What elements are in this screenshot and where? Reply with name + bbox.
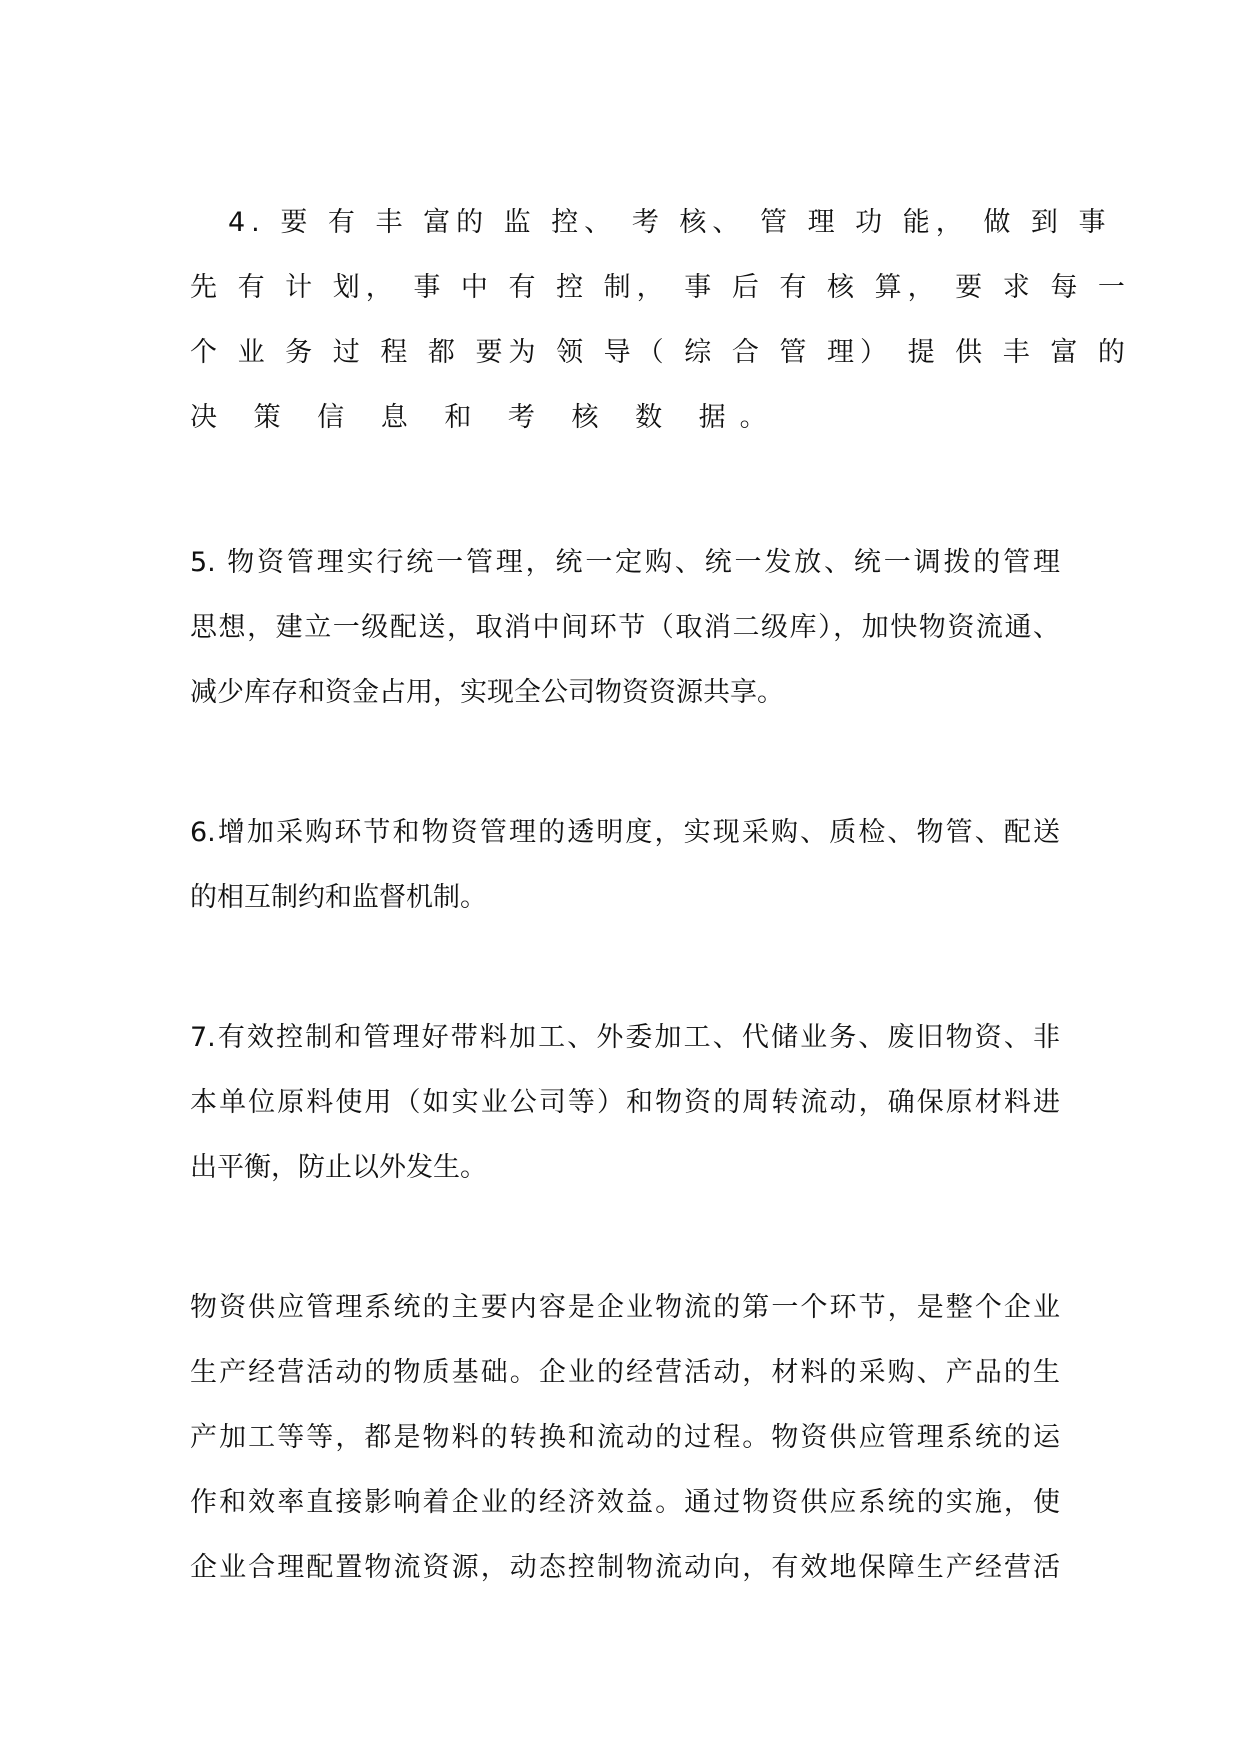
text-line: 4. 要 有 丰 富的 监 控、 考 核、 管 理 功 能， 做 到 事 — [228, 207, 1112, 238]
text-line: 个 业 务 过 程 都 要为 领 导（ 综 合 管 理） 提 供 丰 富 的 — [190, 337, 1131, 368]
text-line: 5. 物资管理实行统一管理，统一定购、统一发放、统一调拨的管理 — [190, 547, 1060, 578]
text-line: 6.增加采购环节和物资管理的透明度，实现采购、质检、物管、配送 — [190, 817, 1060, 848]
paragraph-item-7 — [190, 1005, 1060, 1200]
text-line: 物资供应管理系统的主要内容是企业物流的第一个环节，是整个企业 — [190, 1292, 1060, 1323]
text-line: 决 策 信 息 和 考 核 数 据。 — [190, 402, 781, 433]
paragraph-item-4 — [190, 190, 1131, 450]
text-line: 的相互制约和监督机制。 — [190, 882, 487, 913]
text-line: 作和效率直接影响着企业的经济效益。通过物资供应系统的实施，使 — [190, 1487, 1060, 1518]
text-line: 本单位原料使用（如实业公司等）和物资的周转流动，确保原材料进 — [190, 1087, 1060, 1118]
paragraph-item-5 — [190, 530, 1060, 725]
paragraph-summary — [190, 1275, 1060, 1600]
paragraph-item-6 — [190, 800, 1060, 930]
text-line: 生产经营活动的物质基础。企业的经营活动，材料的采购、产品的生 — [190, 1357, 1060, 1388]
text-line: 7.有效控制和管理好带料加工、外委加工、代储业务、废旧物资、非 — [190, 1022, 1060, 1053]
text-line: 出平衡，防止以外发生。 — [190, 1152, 487, 1183]
text-line: 产加工等等，都是物料的转换和流动的过程。物资供应管理系统的运 — [190, 1422, 1060, 1453]
text-line: 企业合理配置物流资源，动态控制物流动向，有效地保障生产经营活 — [190, 1552, 1060, 1583]
text-line: 先 有 计 划， 事 中 有 控 制， 事 后 有 核 算， 要 求 每 一 — [190, 272, 1131, 303]
text-line: 思想，建立一级配送，取消中间环节（取消二级库），加快物资流通、 — [190, 612, 1060, 643]
text-line: 减少库存和资金占用，实现全公司物资资源共享。 — [190, 677, 784, 708]
